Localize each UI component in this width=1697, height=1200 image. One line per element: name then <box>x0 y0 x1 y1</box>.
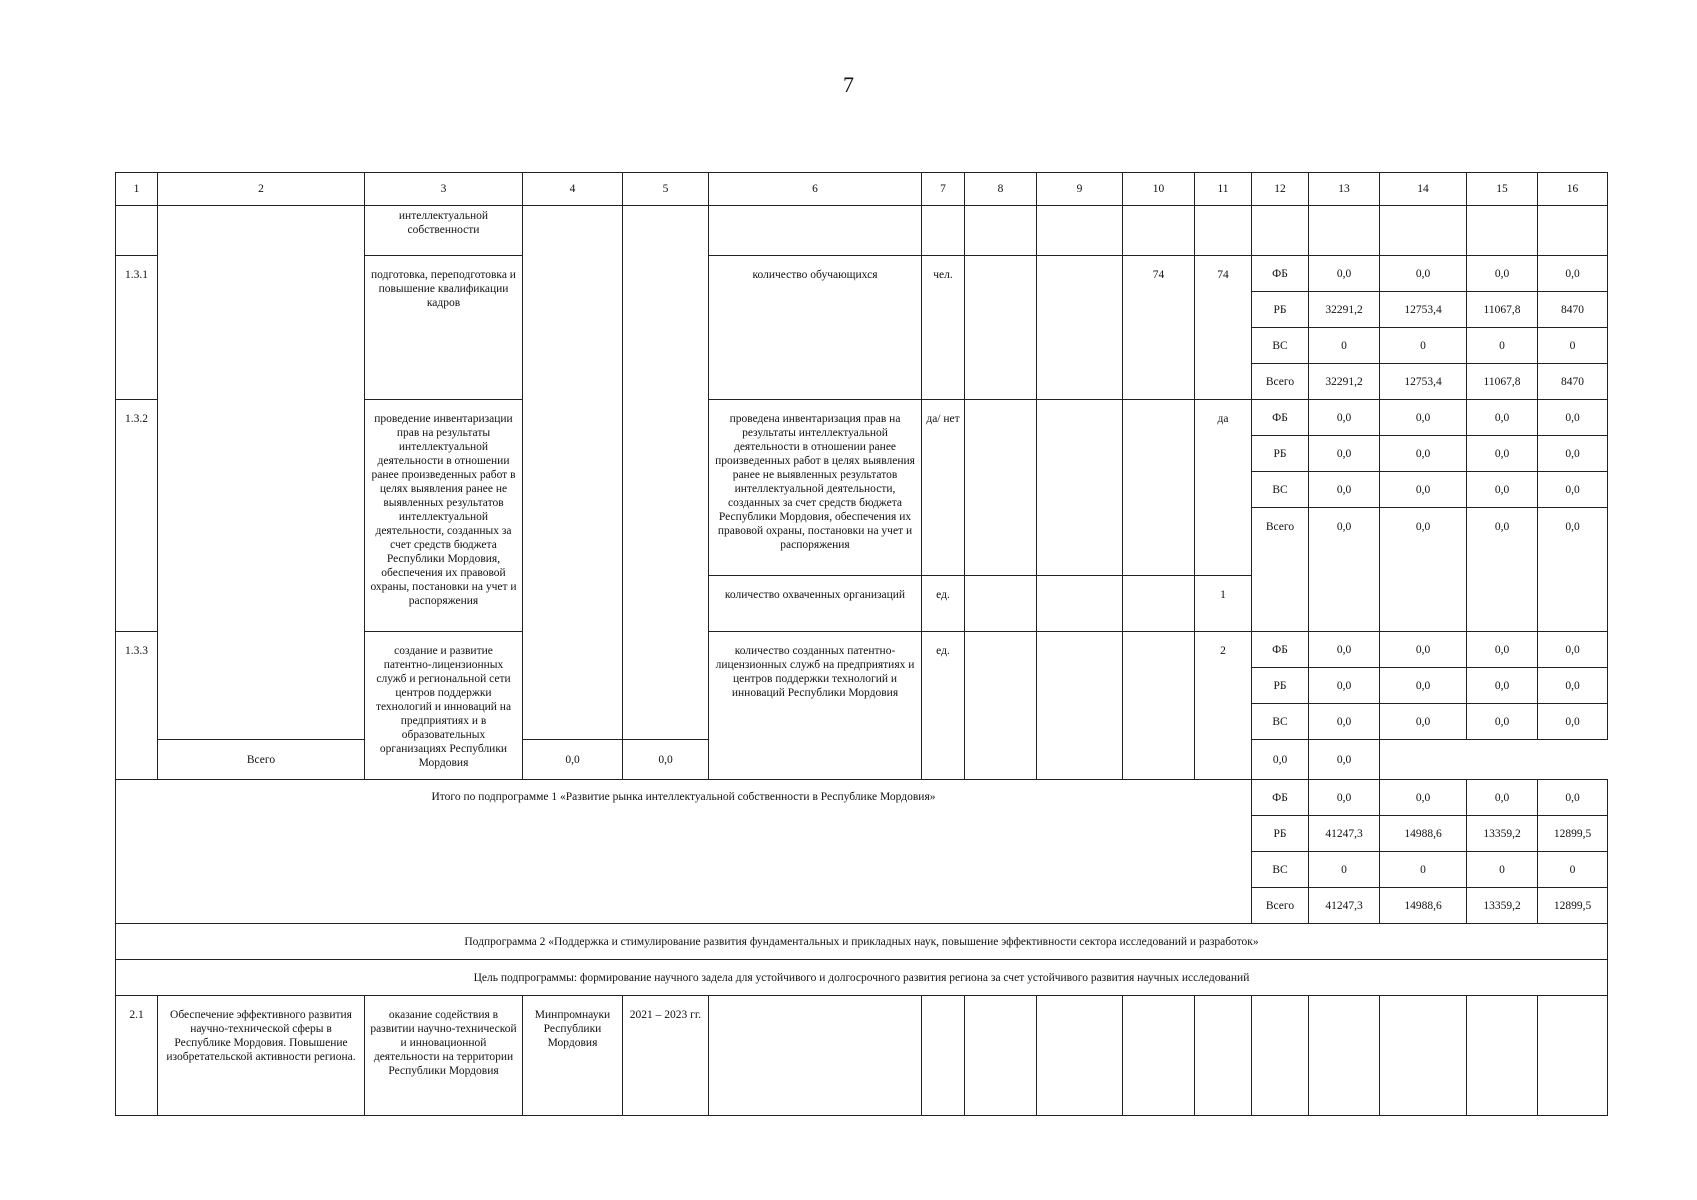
funding-value: 12899,5 <box>1538 816 1608 852</box>
funding-value: 0 <box>1538 328 1608 364</box>
funding-value: 0,0 <box>1538 668 1608 704</box>
indicator-text: количество охваченных организаций <box>709 576 922 632</box>
subprogram-heading: Подпрограмма 2 «Поддержка и стимулирование развития фундаментальных и прикладных наук, повышение эффективности сектора исследований и разработок» <box>116 924 1608 960</box>
funding-value: 0,0 <box>1538 400 1608 436</box>
funding-source: ФБ <box>1252 256 1309 292</box>
funding-value: 0,0 <box>1538 632 1608 668</box>
activity-text: оказание содействия в развитии научно-технической и инновационной деятельности на территории Республики Мордовия <box>365 996 523 1116</box>
activity-text: создание и развитие патентно-лицензионных служб и региональной сети центров поддержки технологий и инноваций на предприятиях и в образовательных организациях Республики Мордовия <box>365 632 523 780</box>
funding-source: Всего <box>1252 508 1309 632</box>
indicator-text: количество обучающихся <box>709 256 922 400</box>
header-row <box>116 173 1608 206</box>
header-cell: 1 <box>116 173 158 206</box>
funding-value: 32291,2 <box>1309 292 1380 328</box>
subprogram-goal: Цель подпрограммы: формирование научного задела для устойчивого и долгосрочного развития региона за счет устойчивого развития научных исследований <box>116 960 1608 996</box>
header-cell: 13 <box>1309 173 1380 206</box>
funding-value: 0,0 <box>1467 704 1538 740</box>
header-cell: 3 <box>365 173 523 206</box>
executor-text: Минпромнауки Республики Мордовия <box>523 996 623 1116</box>
funding-value: 0,0 <box>1380 436 1467 472</box>
merged-cell-col4 <box>523 206 623 740</box>
funding-value: 0,0 <box>1467 632 1538 668</box>
funding-value: 0,0 <box>1467 508 1538 632</box>
funding-value: 12899,5 <box>1538 888 1608 924</box>
funding-value: 0,0 <box>1467 668 1538 704</box>
funding-value: 0,0 <box>1309 400 1380 436</box>
funding-source: Всего <box>1252 364 1309 400</box>
funding-value: 0,0 <box>1538 704 1608 740</box>
header-cell: 10 <box>1123 173 1195 206</box>
funding-value: 32291,2 <box>1309 364 1380 400</box>
table-row <box>116 206 1608 256</box>
funding-source: ВС <box>1252 704 1309 740</box>
funding-value: 0,0 <box>1309 704 1380 740</box>
funding-source: РБ <box>1252 668 1309 704</box>
indicator-text: количество созданных патентно-лицензионных служб на предприятиях и центров поддержки технологий и инноваций Республики Мордовия <box>709 632 922 780</box>
merged-cell-col5 <box>623 206 709 740</box>
unit-text: да/ нет <box>922 400 965 576</box>
funding-value: 41247,3 <box>1309 888 1380 924</box>
funding-value: 0 <box>1380 852 1467 888</box>
funding-value: 0,0 <box>1309 256 1380 292</box>
funding-value: 0,0 <box>1538 508 1608 632</box>
funding-value: 11067,8 <box>1467 364 1538 400</box>
table-row <box>116 780 1608 816</box>
header-cell: 14 <box>1380 173 1467 206</box>
funding-source: ВС <box>1252 852 1309 888</box>
value-col11: 74 <box>1195 256 1252 400</box>
indicator-text: проведена инвентаризация прав на результаты интеллектуальной деятельности в отношении ранее произведенных работ в целях выявления ранее не выявленных результатов интеллектуальной деятельности, созданных за счет средств бюджета Республики Мордовия, обеспечения их правовой охраны, постановки на учет и распоряжения <box>709 400 922 576</box>
funding-value: 0,0 <box>1467 780 1538 816</box>
row-number: 2.1 <box>116 996 158 1116</box>
funding-source: ВС <box>1252 472 1309 508</box>
funding-value: 0,0 <box>1538 472 1608 508</box>
row-number: 1.3.2 <box>116 400 158 632</box>
unit-text: чел. <box>922 256 965 400</box>
funding-value: 0,0 <box>1380 400 1467 436</box>
unit-text: ед. <box>922 576 965 632</box>
funding-value: 0,0 <box>1309 632 1380 668</box>
funding-value: 14988,6 <box>1380 816 1467 852</box>
header-cell: 15 <box>1467 173 1538 206</box>
funding-value: 0,0 <box>1309 436 1380 472</box>
header-cell: 11 <box>1195 173 1252 206</box>
funding-value: 13359,2 <box>1467 888 1538 924</box>
header-cell: 5 <box>623 173 709 206</box>
funding-value: 0,0 <box>623 740 709 780</box>
funding-value: 0,0 <box>1252 740 1309 780</box>
funding-value: 0,0 <box>1538 256 1608 292</box>
funding-source: РБ <box>1252 816 1309 852</box>
header-cell: 7 <box>922 173 965 206</box>
funding-value: 0,0 <box>1309 780 1380 816</box>
funding-value: 0 <box>1538 852 1608 888</box>
funding-value: 0 <box>1309 328 1380 364</box>
funding-value: 0,0 <box>1309 668 1380 704</box>
funding-value: 0,0 <box>1309 508 1380 632</box>
funding-value: 14988,6 <box>1380 888 1467 924</box>
activity-text: подготовка, переподготовка и повышение квалификации кадров <box>365 256 523 400</box>
header-cell: 6 <box>709 173 922 206</box>
funding-source: ФБ <box>1252 400 1309 436</box>
funding-value: 0,0 <box>1309 740 1380 780</box>
funding-value: 0 <box>1309 852 1380 888</box>
funding-value: 8470 <box>1538 364 1608 400</box>
header-cell: 9 <box>1037 173 1123 206</box>
funding-value: 0,0 <box>1380 256 1467 292</box>
funding-value: 8470 <box>1538 292 1608 328</box>
value-col11: да <box>1195 400 1252 576</box>
funding-source: Всего <box>1252 888 1309 924</box>
funding-value: 0,0 <box>523 740 623 780</box>
header-cell: 2 <box>158 173 365 206</box>
funding-source: РБ <box>1252 292 1309 328</box>
funding-value: 12753,4 <box>1380 292 1467 328</box>
activity-text: интеллектуальной собственности <box>365 206 523 256</box>
funding-value: 0,0 <box>1467 436 1538 472</box>
funding-value: 0 <box>1467 852 1538 888</box>
funding-value: 41247,3 <box>1309 816 1380 852</box>
table-row <box>116 996 1608 1116</box>
header-cell: 8 <box>965 173 1037 206</box>
funding-value: 11067,8 <box>1467 292 1538 328</box>
funding-value: 12753,4 <box>1380 364 1467 400</box>
value-col10: 74 <box>1123 256 1195 400</box>
funding-value: 0,0 <box>1309 472 1380 508</box>
program-table <box>115 172 1608 1116</box>
funding-value: 0,0 <box>1467 472 1538 508</box>
funding-value: 0,0 <box>1538 436 1608 472</box>
header-cell: 16 <box>1538 173 1608 206</box>
funding-source: Всего <box>158 740 365 780</box>
funding-value: 13359,2 <box>1467 816 1538 852</box>
value-col11: 1 <box>1195 576 1252 632</box>
table-row <box>116 960 1608 996</box>
row-number: 1.3.1 <box>116 256 158 400</box>
funding-value: 0 <box>1380 328 1467 364</box>
funding-source: ФБ <box>1252 780 1309 816</box>
funding-source: ФБ <box>1252 632 1309 668</box>
funding-value: 0,0 <box>1380 704 1467 740</box>
row-number: 1.3.3 <box>116 632 158 780</box>
funding-value: 0,0 <box>1380 508 1467 632</box>
activity-text: проведение инвентаризации прав на результаты интеллектуальной деятельности в отношении ранее произведенных работ в целях выявления ранее не выявленных результатов интеллектуальной деятельности, созданных за счет средств бюджета Республики Мордовия, обеспечения их правовой охраны, постановки на учет и распоряжения <box>365 400 523 632</box>
funding-value: 0,0 <box>1380 780 1467 816</box>
merged-cell-col2 <box>158 206 365 740</box>
funding-value: 0,0 <box>1467 400 1538 436</box>
header-cell: 4 <box>523 173 623 206</box>
page-number: 7 <box>843 72 854 97</box>
subprogram-total-label: Итого по подпрограмме 1 «Развитие рынка интеллектуальной собственности в Республике Мордовия» <box>116 780 1252 924</box>
funding-value: 0,0 <box>1538 780 1608 816</box>
funding-value: 0,0 <box>1380 472 1467 508</box>
funding-source: РБ <box>1252 436 1309 472</box>
unit-text: ед. <box>922 632 965 780</box>
funding-value: 0 <box>1467 328 1538 364</box>
table-row <box>116 924 1608 960</box>
value-col11: 2 <box>1195 632 1252 780</box>
funding-value: 0,0 <box>1467 256 1538 292</box>
funding-value: 0,0 <box>1380 632 1467 668</box>
period-text: 2021 – 2023 гг. <box>623 996 709 1116</box>
task-text: Обеспечение эффективного развития научно-технической сферы в Республике Мордовия. Повышение изобретательской активности региона. <box>158 996 365 1116</box>
funding-value: 0,0 <box>1380 668 1467 704</box>
header-cell: 12 <box>1252 173 1309 206</box>
funding-source: ВС <box>1252 328 1309 364</box>
